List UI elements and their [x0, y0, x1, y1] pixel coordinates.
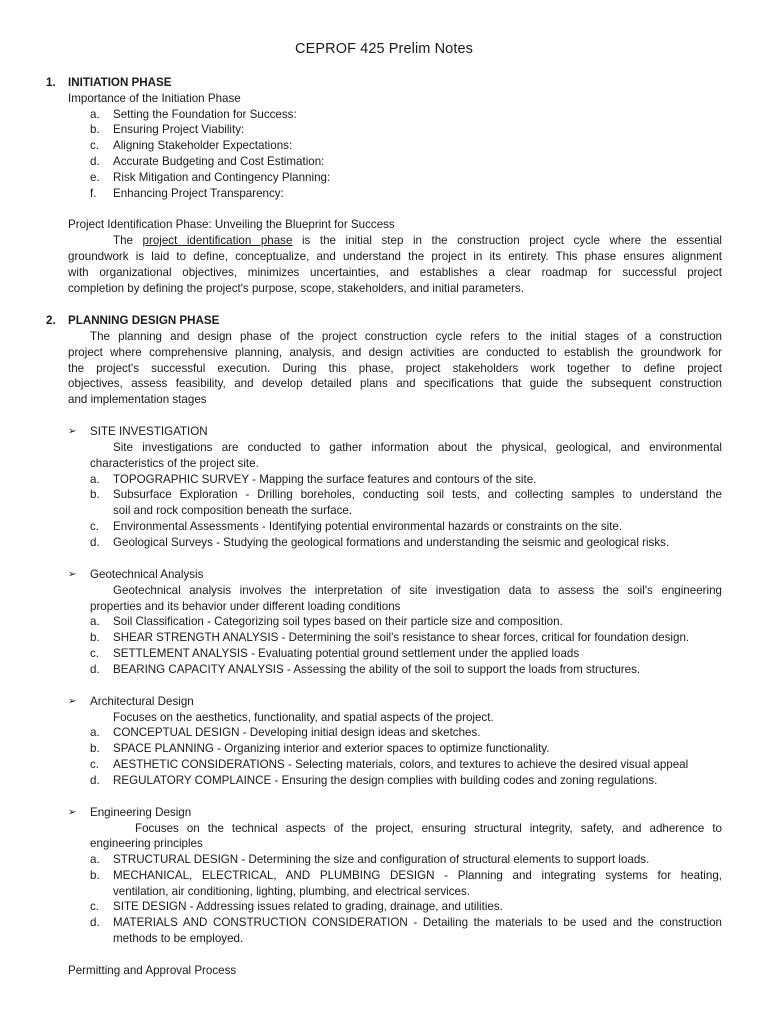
list-letter: d.: [90, 536, 100, 549]
list-item: SETTLEMENT ANALYSIS - Evaluating potential ground settlement under the applied loads: [113, 647, 580, 660]
section-1-number: 1.: [46, 76, 56, 89]
identification-paragraph-line: groundwork is laid to define, conceptualize, and understand the project in its entirety. This phase ensures alignment: [68, 250, 722, 263]
list-letter: d.: [90, 774, 100, 787]
geotech-desc-line: Geotechnical analysis involves the interpretation of site investigation data to assess the soil's engineering: [113, 584, 722, 597]
permitting-heading: Permitting and Approval Process: [68, 964, 237, 977]
list-letter: b.: [90, 123, 100, 136]
arrow-bullet-icon: ➢: [68, 807, 77, 818]
arrow-bullet-icon: ➢: [68, 569, 77, 580]
list-letter: a.: [90, 108, 100, 121]
site-investigation-heading: SITE INVESTIGATION: [90, 425, 208, 438]
list-item: BEARING CAPACITY ANALYSIS - Assessing the ability of the soil to support the loads from structures.: [113, 663, 641, 676]
list-item: SPACE PLANNING - Organizing interior and exterior spaces to optimize functionality.: [113, 742, 550, 755]
list-item: Risk Mitigation and Contingency Planning:: [113, 171, 331, 184]
arrow-bullet-icon: ➢: [68, 696, 77, 707]
list-item: Environmental Assessments - Identifying potential environmental hazards or constraints on the site.: [113, 520, 623, 533]
identification-paragraph-line: with organizational objectives, minimizes uncertainties, and establishes a clear roadmap for successful project: [68, 266, 722, 279]
list-letter: c.: [90, 900, 100, 913]
list-item-continuation: ventilation, air conditioning, lighting, plumbing, and electrical services.: [113, 885, 471, 898]
planning-intro-line: and implementation stages: [68, 393, 207, 406]
list-item: MECHANICAL, ELECTRICAL, AND PLUMBING DESIGN - Planning and integrating systems for heating,: [113, 869, 722, 882]
list-item: Soil Classification - Categorizing soil types based on their particle size and composition.: [113, 615, 563, 628]
geotechnical-heading: Geotechnical Analysis: [90, 568, 204, 581]
list-letter: c.: [90, 139, 100, 152]
list-letter: b.: [90, 631, 100, 644]
eng-desc-line: Focuses on the technical aspects of the project, ensuring structural integrity, safety, and adherence to: [135, 822, 722, 835]
list-letter: b.: [90, 488, 100, 501]
list-item: Subsurface Exploration - Drilling boreholes, conducting soil tests, and collecting samples to understand the: [113, 488, 722, 501]
planning-intro-line: the project's successful execution. During this phase, project stakeholders work together to define project: [68, 362, 722, 375]
section-2-number: 2.: [46, 314, 56, 327]
planning-intro-line: project where comprehensive planning, analysis, and design activities are conducted to establish the groundwork for: [68, 346, 722, 359]
list-item: Setting the Foundation for Success:: [113, 108, 297, 121]
eng-desc-line: engineering principles: [90, 837, 203, 850]
list-letter: f.: [90, 187, 97, 200]
section-1-heading: INITIATION PHASE: [68, 76, 172, 89]
list-item: SITE DESIGN - Addressing issues related to grading, drainage, and utilities.: [113, 900, 503, 913]
list-item: STRUCTURAL DESIGN - Determining the size and configuration of structural elements to support loads.: [113, 853, 650, 866]
page-title: CEPROF 425 Prelim Notes: [295, 41, 473, 57]
list-letter: a.: [90, 615, 100, 628]
list-letter: b.: [90, 742, 100, 755]
site-desc-line: characteristics of the project site.: [90, 457, 259, 470]
section-1-subtitle: Importance of the Initiation Phase: [68, 92, 241, 105]
list-item: Accurate Budgeting and Cost Estimation:: [113, 155, 325, 168]
list-letter: a.: [90, 726, 100, 739]
list-item: MATERIALS AND CONSTRUCTION CONSIDERATION - Detailing the materials to be used and the construction: [113, 916, 722, 929]
list-letter: c.: [90, 520, 100, 533]
identification-paragraph-line: The project identification phase is the initial step in the construction project cycle where the essential: [113, 234, 723, 247]
identification-paragraph-line: completion by defining the project's purpose, scope, stakeholders, and initial parameters.: [68, 282, 524, 295]
list-letter: c.: [90, 758, 100, 771]
list-item: Geological Surveys - Studying the geological formations and understanding the seismic and geological risks.: [113, 536, 670, 549]
list-letter: d.: [90, 663, 100, 676]
list-letter: e.: [90, 171, 100, 184]
architectural-heading: Architectural Design: [90, 695, 194, 708]
geotech-desc-line: properties and its behavior under different loading conditions: [90, 600, 401, 613]
list-item-continuation: methods to be employed.: [113, 932, 244, 945]
list-letter: b.: [90, 869, 100, 882]
arch-desc-line: Focuses on the aesthetics, functionality, and spatial aspects of the project.: [113, 711, 494, 724]
list-item: CONCEPTUAL DESIGN - Developing initial design ideas and sketches.: [113, 726, 481, 739]
list-letter: a.: [90, 853, 100, 866]
site-desc-line: Site investigations are conducted to gather information about the physical, geological, and environmental: [113, 441, 722, 454]
list-letter: d.: [90, 916, 100, 929]
list-item: SHEAR STRENGTH ANALYSIS - Determining the soil's resistance to shear forces, critical for foundation design.: [113, 631, 690, 644]
list-item: Ensuring Project Viability:: [113, 123, 245, 136]
list-item: REGULATORY COMPLAINCE - Ensuring the design complies with building codes and zoning regulations.: [113, 774, 658, 787]
arrow-bullet-icon: ➢: [68, 426, 77, 437]
list-item: Aligning Stakeholder Expectations:: [113, 139, 293, 152]
list-letter: c.: [90, 647, 100, 660]
planning-intro-line: objectives, assess feasibility, and develop detailed plans and specifications that guide the subsequent construction: [68, 377, 722, 390]
list-letter: a.: [90, 473, 100, 486]
identification-title: Project Identification Phase: Unveiling the Blueprint for Success: [68, 218, 395, 231]
list-item-continuation: soil and rock composition beneath the surface.: [113, 504, 353, 517]
engineering-heading: Engineering Design: [90, 806, 192, 819]
section-2-heading: PLANNING DESIGN PHASE: [68, 314, 220, 327]
list-item: Enhancing Project Transparency:: [113, 187, 284, 200]
planning-intro-line: The planning and design phase of the project construction cycle refers to the initial stages of a construction: [90, 330, 722, 343]
list-item: TOPOGRAPHIC SURVEY - Mapping the surface features and contours of the site.: [113, 473, 537, 486]
project-identification-link[interactable]: project identification phase: [142, 234, 293, 247]
list-letter: d.: [90, 155, 100, 168]
list-item: AESTHETIC CONSIDERATIONS - Selecting materials, colors, and textures to achieve the desired visual appeal: [113, 758, 689, 771]
